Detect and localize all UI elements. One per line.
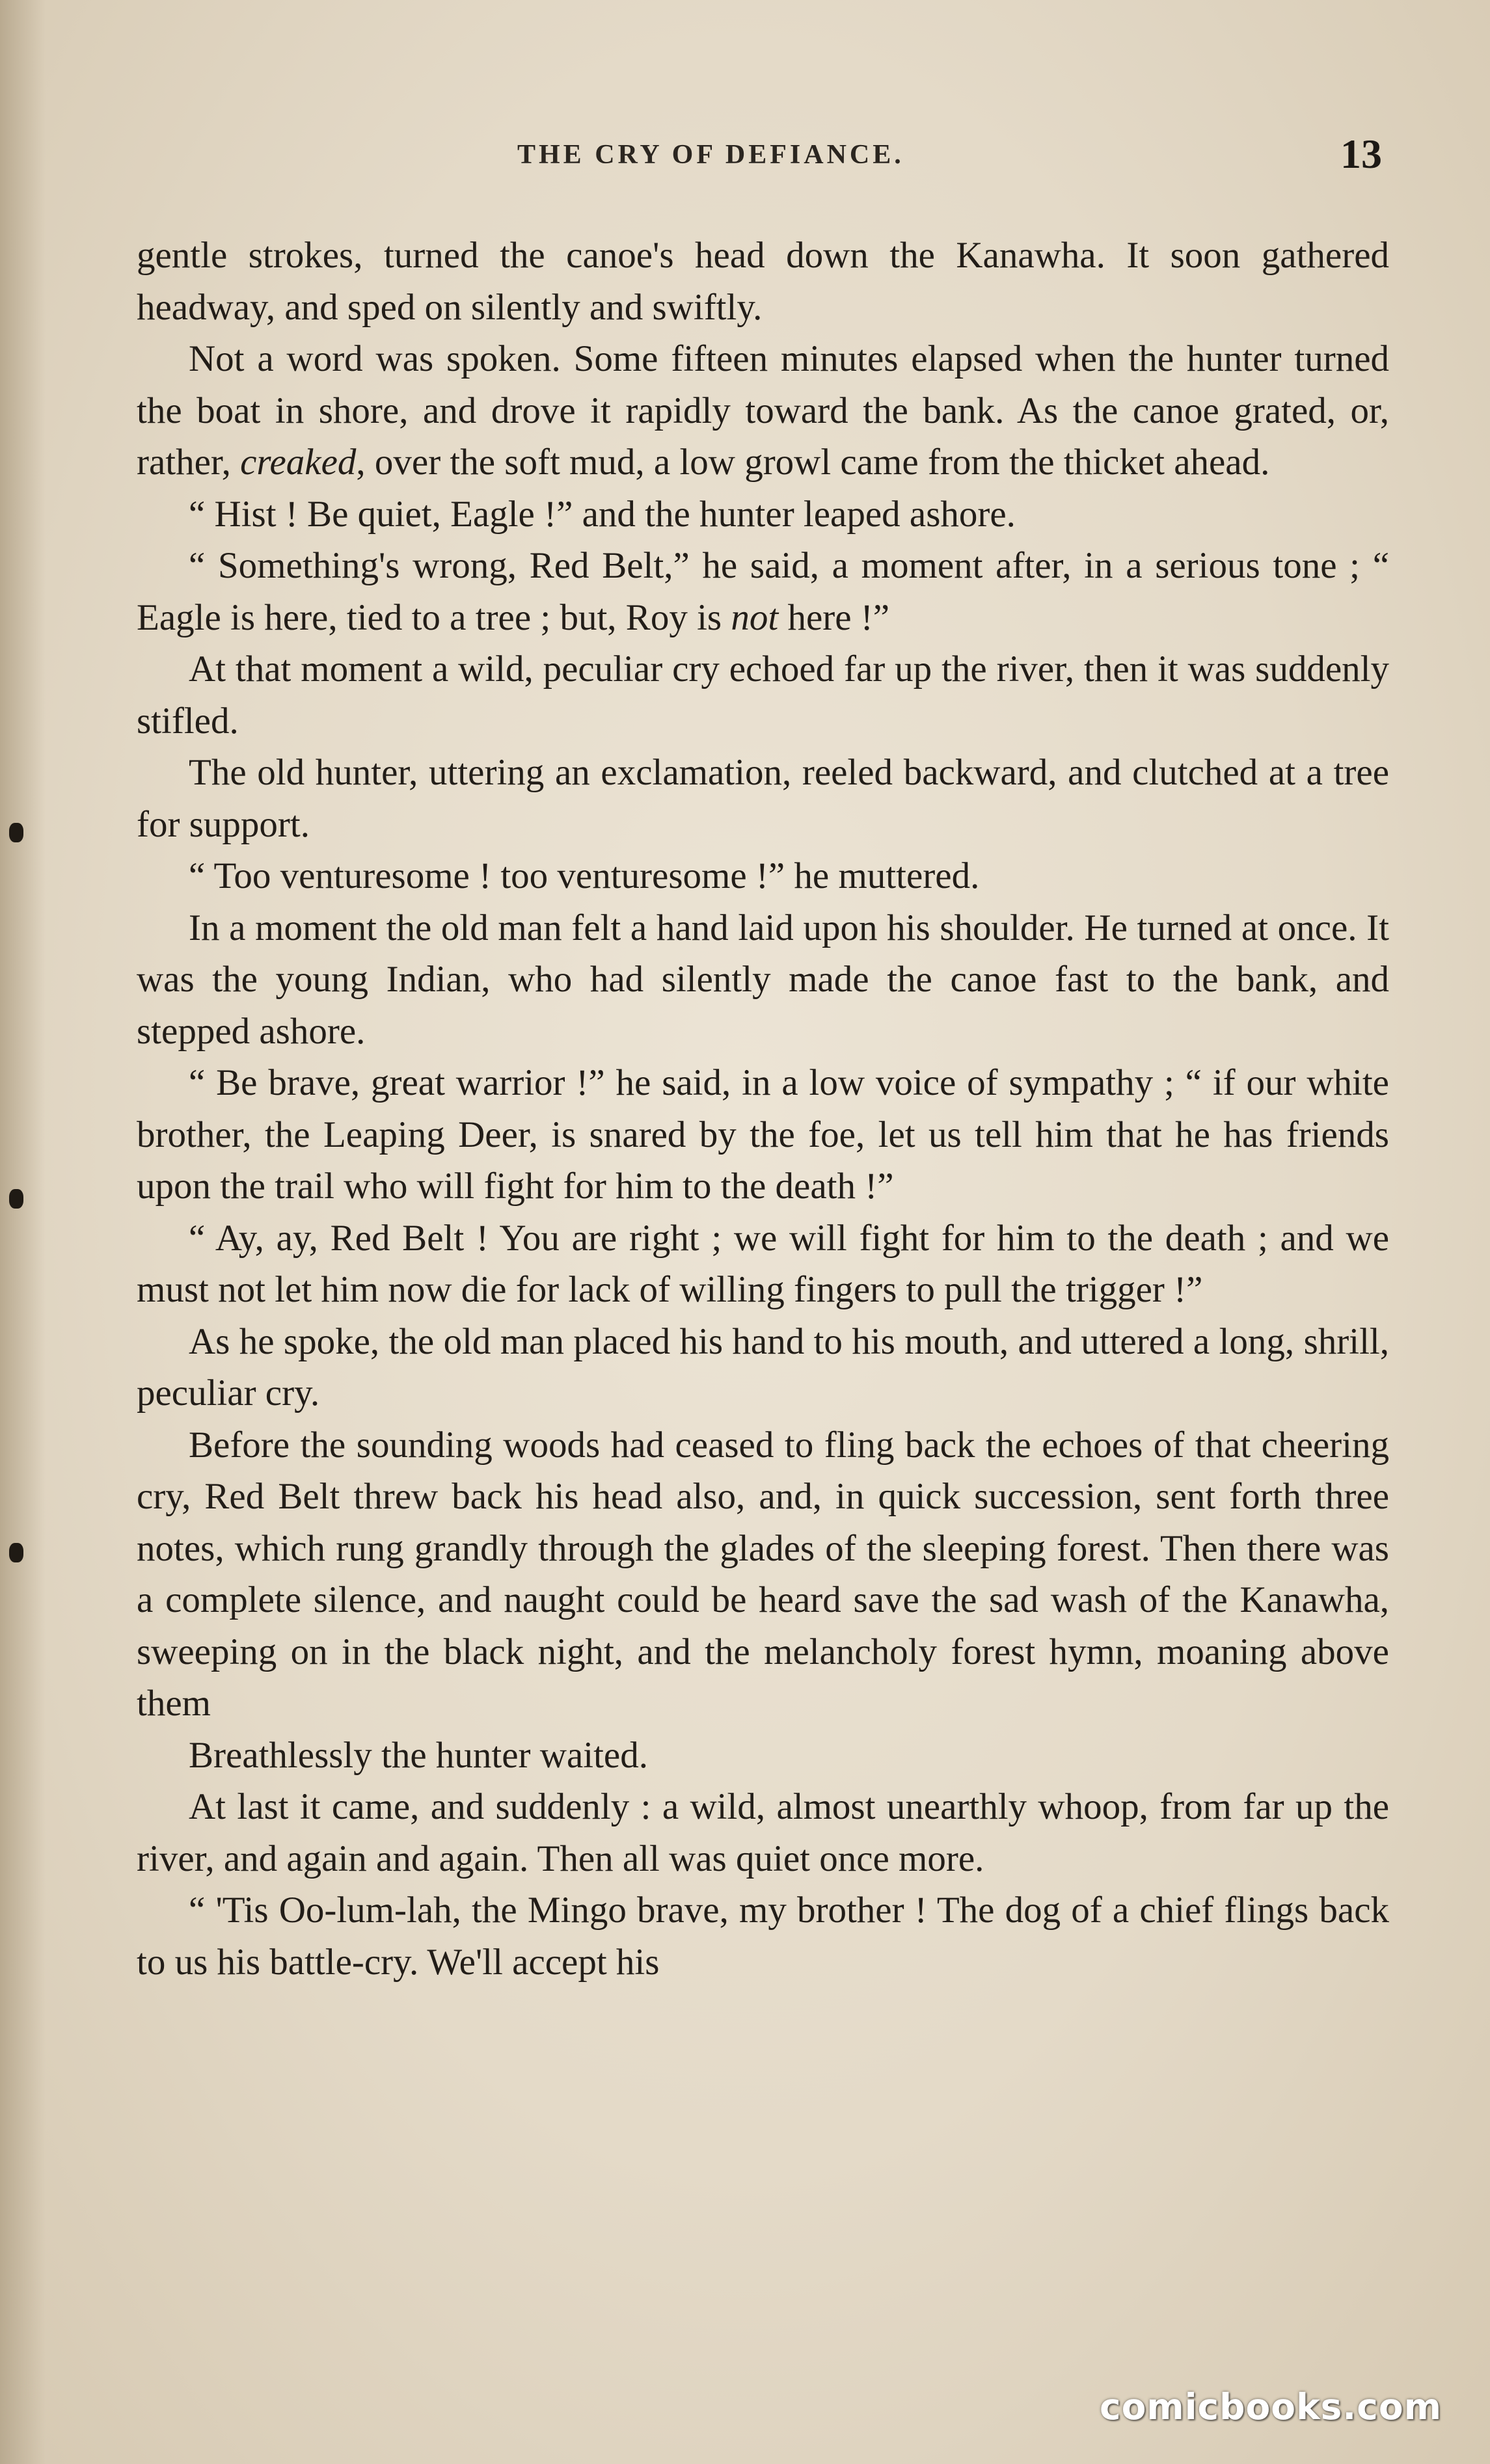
binding-hole-mark [9, 1189, 23, 1209]
paragraph: The old hunter, uttering an exclamation, reeled backward, and clutched at a tree for support. [137, 752, 1389, 845]
paragraph: “ Something's wrong, Red Belt,” he said, a moment after, in a serious tone ; “ Eagle is here, tied to a tree ; but, Roy is not here !” [137, 545, 1389, 638]
binding-hole-mark [9, 823, 23, 842]
running-head [0, 127, 1490, 180]
paragraph: Before the sounding woods had ceased to fling back the echoes of that cheering cry, Red Belt threw back his head also, and, in quick succession, sent forth three notes, which rung grandly through the glades of the sleeping forest. Then there was a complete silence, and naught could be heard save the sad wash of the Kanawha, sweeping on in the black night, and the melancholy forest hymn, moaning above them [137, 1424, 1389, 1724]
binding-shadow [0, 0, 46, 2464]
site-watermark: comicbooks.com [1100, 2386, 1442, 2428]
paragraph: “ Ay, ay, Red Belt ! You are right ; we will fight for him to the death ; and we must not let him now die for lack of willing fingers to pull the trigger !” [137, 1217, 1389, 1310]
body-text [137, 230, 1389, 1988]
paragraph: Breathlessly the hunter waited. [189, 1734, 648, 1776]
paragraph: As he spoke, the old man placed his hand to his mouth, and uttered a long, shrill, peculiar cry. [137, 1320, 1389, 1413]
paragraph: Not a word was spoken. Some fifteen minutes elapsed when the hunter turned the boat in shore, and drove it rapidly toward the bank. As the canoe grated, or, rather, creaked, over the soft mud, a low growl came from the thicket ahead. [137, 338, 1389, 483]
binding-hole-mark [9, 1543, 23, 1562]
paragraph: “ Hist ! Be quiet, Eagle !” and the hunter leaped ashore. [189, 493, 1016, 535]
paragraph: “ Too venturesome ! too venturesome !” he muttered. [189, 855, 980, 896]
paragraph: gentle strokes, turned the canoe's head down the Kanawha. It soon gathered headway, and sped on silently and swiftly. [137, 235, 1389, 328]
paragraph: At that moment a wild, peculiar cry echoed far up the river, then it was suddenly stifled. [137, 649, 1389, 742]
paragraph: In a moment the old man felt a hand laid upon his shoulder. He turned at once. It was the young Indian, who had silently made the canoe fast to the bank, and stepped ashore. [137, 907, 1389, 1052]
paragraph: “ Be brave, great warrior !” he said, in a low voice of sympathy ; “ if our white brother, the Leaping Deer, is snared by the foe, let us tell him that he has friends upon the trail who will fight for him to the death !” [137, 1062, 1389, 1207]
paragraph: “ 'Tis Oo-lum-lah, the Mingo brave, my brother ! The dog of a chief flings back to us his battle-cry. We'll accept his [137, 1890, 1389, 1983]
page-number: 13 [1340, 131, 1382, 177]
running-title: THE CRY OF DEFIANCE. [517, 140, 904, 170]
paragraph: At last it came, and suddenly : a wild, almost unearthly whoop, from far up the river, and again and again. Then all was quiet once more. [137, 1786, 1389, 1879]
italic-word: creaked [240, 442, 357, 483]
italic-word: not [731, 596, 779, 638]
